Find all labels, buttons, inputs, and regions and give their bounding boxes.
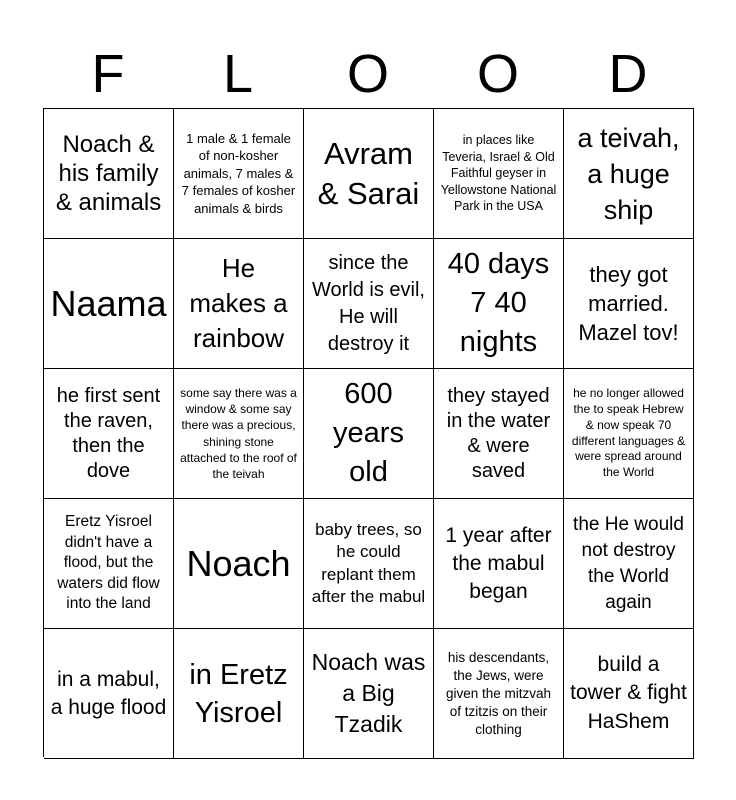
cell-text: Avram & Sarai: [317, 135, 420, 211]
title-letter-d: D: [608, 44, 648, 104]
cell-text: baby trees, so he could replant them after the mabul: [311, 519, 426, 606]
cell-text: 1 year after the mabul began: [445, 523, 552, 603]
bingo-cell-r1c2[interactable]: [174, 109, 304, 239]
cell-text: his descendants, the Jews, were given the mitzvah of tzitzis on their clothing: [445, 649, 552, 737]
cell-text: build a tower & fight HaShem: [570, 652, 687, 733]
bingo-cell-r4c3[interactable]: [304, 499, 434, 629]
bingo-cell-r3c5[interactable]: [564, 369, 694, 499]
cell-text: 40 days 7 40 nights: [447, 248, 550, 358]
cell-text: they stayed in the water & were saved: [446, 384, 551, 482]
bingo-cell-r5c3[interactable]: [304, 629, 434, 759]
bingo-cell-r5c2[interactable]: [174, 629, 304, 759]
cell-text: He makes a rainbow: [189, 253, 288, 353]
bingo-cell-r2c5[interactable]: [564, 239, 694, 369]
bingo-cell-r2c1[interactable]: [44, 239, 174, 369]
bingo-cell-r4c4[interactable]: [434, 499, 564, 629]
cell-text: some say there was a window & some say there was a precious, shining stone attached to the roof of the teivah: [180, 385, 297, 482]
bingo-cell-r2c2[interactable]: [174, 239, 304, 369]
cell-text: since the World is evil, He will destroy it: [312, 251, 425, 355]
title-letter-l: L: [222, 44, 254, 104]
bingo-cell-r3c3[interactable]: [304, 369, 434, 499]
cell-text: Naama: [50, 282, 167, 324]
cell-text: Noach: [186, 542, 291, 584]
bingo-cell-r5c1[interactable]: [44, 629, 174, 759]
bingo-cell-r5c4[interactable]: [434, 629, 564, 759]
bingo-cell-r2c4[interactable]: [434, 239, 564, 369]
cell-text: Noach was a Big Tzadik: [311, 649, 426, 737]
bingo-cell-r3c1[interactable]: [44, 369, 174, 499]
bingo-cell-r4c2[interactable]: [174, 499, 304, 629]
bingo-cell-r4c1[interactable]: [44, 499, 174, 629]
title-letter-o2: O: [476, 44, 519, 104]
bingo-cell-r1c3[interactable]: [304, 109, 434, 239]
bingo-cell-r4c5[interactable]: [564, 499, 694, 629]
cell-text: Noach & his family & animals: [55, 131, 162, 216]
cell-text: 600 years old: [333, 378, 404, 488]
bingo-cell-r2c3[interactable]: [304, 239, 434, 369]
bingo-cell-r1c5[interactable]: [564, 109, 694, 239]
bingo-title: [43, 40, 693, 108]
bingo-board: [43, 108, 694, 757]
bingo-cell-r5c5[interactable]: [564, 629, 694, 759]
bingo-cell-r1c4[interactable]: [434, 109, 564, 239]
cell-text: 1 male & 1 female of non-kosher animals, 7 males & 7 females of kosher animals & birds: [181, 130, 296, 216]
bingo-cell-r3c2[interactable]: [174, 369, 304, 499]
cell-text: in Eretz Yisroel: [189, 658, 288, 729]
bingo-cell-r1c1[interactable]: [44, 109, 174, 239]
title-letter-f: F: [91, 44, 125, 104]
cell-text: he first sent the raven, then the dove: [56, 384, 161, 482]
cell-text: a teivah, a huge ship: [577, 122, 680, 225]
title-letter-o1: O: [346, 44, 389, 104]
cell-text: in places like Teveria, Israel & Old Faithful geyser in Yellowstone National Park in the USA: [440, 133, 557, 214]
cell-text: in a mabul, a huge flood: [50, 667, 167, 719]
cell-text: the He would not destroy the World again: [573, 513, 684, 613]
cell-text: he no longer allowed the to speak Hebrew & now speak 70 different languages & were spread around the World: [571, 386, 686, 480]
bingo-cell-r3c4[interactable]: [434, 369, 564, 499]
cell-text: they got married. Mazel tov!: [578, 262, 679, 345]
cell-text: Eretz Yisroel didn't have a flood, but the waters did flow into the land: [57, 513, 160, 613]
